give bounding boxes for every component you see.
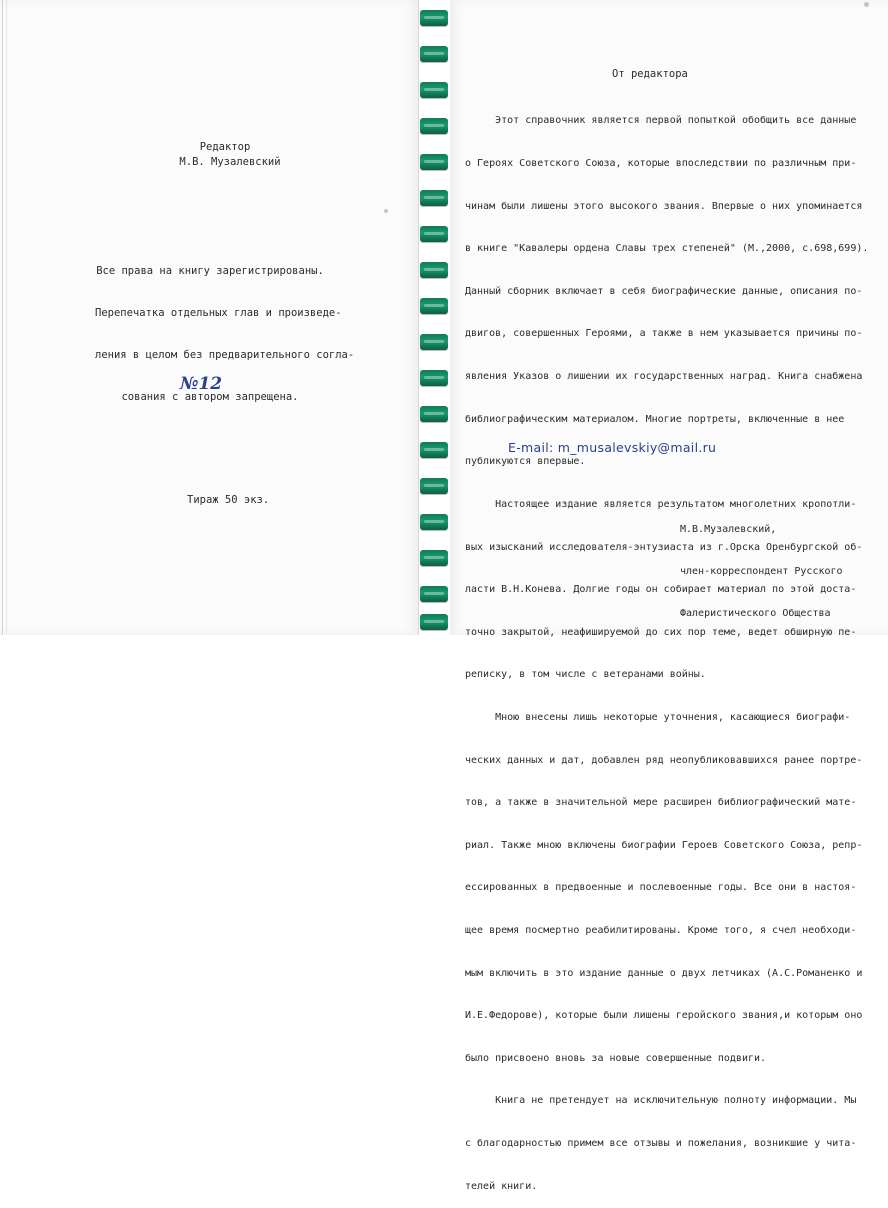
section-heading: От редактора <box>612 68 688 80</box>
binding-ring <box>420 334 448 350</box>
page-edge <box>6 0 7 635</box>
text-line: публикуются впервые. <box>465 456 586 468</box>
text-line: о Героях Советского Союза, которые впоследствии по различным при- <box>465 158 857 170</box>
binding-ring <box>420 82 448 98</box>
binding-ring <box>420 190 448 206</box>
binding-ring <box>420 298 448 314</box>
signature-line: член-корреспондент Русского <box>680 566 843 577</box>
binding-ring <box>420 370 448 386</box>
text-line: ласти В.Н.Конева. Долгие годы он собирает материал по этой доста- <box>465 584 857 596</box>
rights-line: Перепечатка отдельных глав и произведе- <box>95 307 342 319</box>
text-line: ческих данных и дат, добавлен ряд неопубликовавшихся ранее портре- <box>465 754 863 766</box>
binding-ring <box>420 46 448 62</box>
ink-speck <box>384 209 388 213</box>
text-line: двигов, совершенных Героями, а также в нем указывается причины по- <box>465 328 863 340</box>
text-line: в книге "Кавалеры ордена Славы трех степеней" (М.,2000, с.698,699). <box>465 243 869 255</box>
signature-line: М.В.Музалевский, <box>680 524 777 535</box>
binding-ring <box>420 586 448 602</box>
text-line: Мною внесены лишь некоторые уточнения, касающиеся биографи- <box>465 711 851 723</box>
text-line: явления Указов о лишении их государственных наград. Книга снабжена <box>465 371 863 383</box>
text-line: реписку, в том числе с ветеранами войны. <box>465 669 706 681</box>
binding-ring <box>420 478 448 494</box>
ink-speck <box>864 2 869 7</box>
binding-ring <box>420 118 448 134</box>
editor-name: М.В. Музалевский <box>179 156 281 168</box>
text-line: точно закрытой, неафишируемой до сих пор теме, ведет обширную пе- <box>465 626 857 638</box>
text-line: библиографическим материалом. Многие портреты, включенные в нее <box>465 413 845 425</box>
text-line: щее время посмертно реабилитированы. Кроме того, я счел необходи- <box>465 924 857 936</box>
binding-ring <box>420 406 448 422</box>
page-edge <box>2 0 3 635</box>
text-line: Этот справочник является первой попыткой обобщить все данные <box>465 115 857 127</box>
text-line: И.Е.Федорове), которые были лишены геройского звания,и которым оно <box>465 1010 863 1022</box>
rights-line: ления в целом без предварительного согла- <box>95 349 355 361</box>
text-line: вых изысканий исследователя-энтузиаста из г.Орска Оренбургской об- <box>465 541 863 553</box>
editor-signature <box>680 495 843 635</box>
circulation-note: Тираж 50 экз. <box>187 494 270 506</box>
handwritten-issue-number: №12 <box>180 374 223 394</box>
text-line: чинам были лишены этого высокого звания. Впервые о них упоминается <box>465 200 863 212</box>
left-page <box>0 0 419 635</box>
signature-line: Фалеристического Общества <box>680 608 831 619</box>
text-line: риал. Также мною включены биографии Героев Советского Союза, репр- <box>465 839 863 851</box>
foreword-body <box>465 86 869 1208</box>
text-line: Настоящее издание является результатом многолетних кропотли- <box>465 498 857 510</box>
rights-line: сования с автором запрещена. <box>121 391 299 403</box>
text-line: ессированных в предвоенные и послевоенные годы. Все они в настоя- <box>465 882 857 894</box>
text-line: телей книги. <box>465 1180 538 1192</box>
binding-ring <box>420 514 448 530</box>
rights-notice <box>95 236 355 432</box>
text-line: было присвоено вновь за новые совершенные подвиги. <box>465 1052 767 1064</box>
text-line: Книга не претендует на исключительную полноту информации. Мы <box>465 1095 857 1107</box>
rights-line: Все права на книгу зарегистрированы. <box>96 265 324 277</box>
binding-ring <box>420 10 448 26</box>
text-line: тов, а также в значительной мере расширен библиографический мате- <box>465 797 857 809</box>
binding-ring <box>420 614 448 630</box>
binding-ring <box>420 550 448 566</box>
editor-role: Редактор <box>199 141 251 153</box>
binding-ring <box>420 262 448 278</box>
binding-ring <box>420 154 448 170</box>
text-line: Данный сборник включает в себя биографические данные, описания по- <box>465 285 863 297</box>
binding-ring <box>420 226 448 242</box>
text-line: мым включить в это издание данные о двух летчиках (А.С.Романенко и <box>465 967 863 979</box>
handwritten-email: E-mail: m_musalevskiy@mail.ru <box>508 440 717 455</box>
binding-ring <box>420 442 448 458</box>
text-line: с благодарностью примем все отзывы и пожелания, возникшие у чита- <box>465 1138 857 1150</box>
